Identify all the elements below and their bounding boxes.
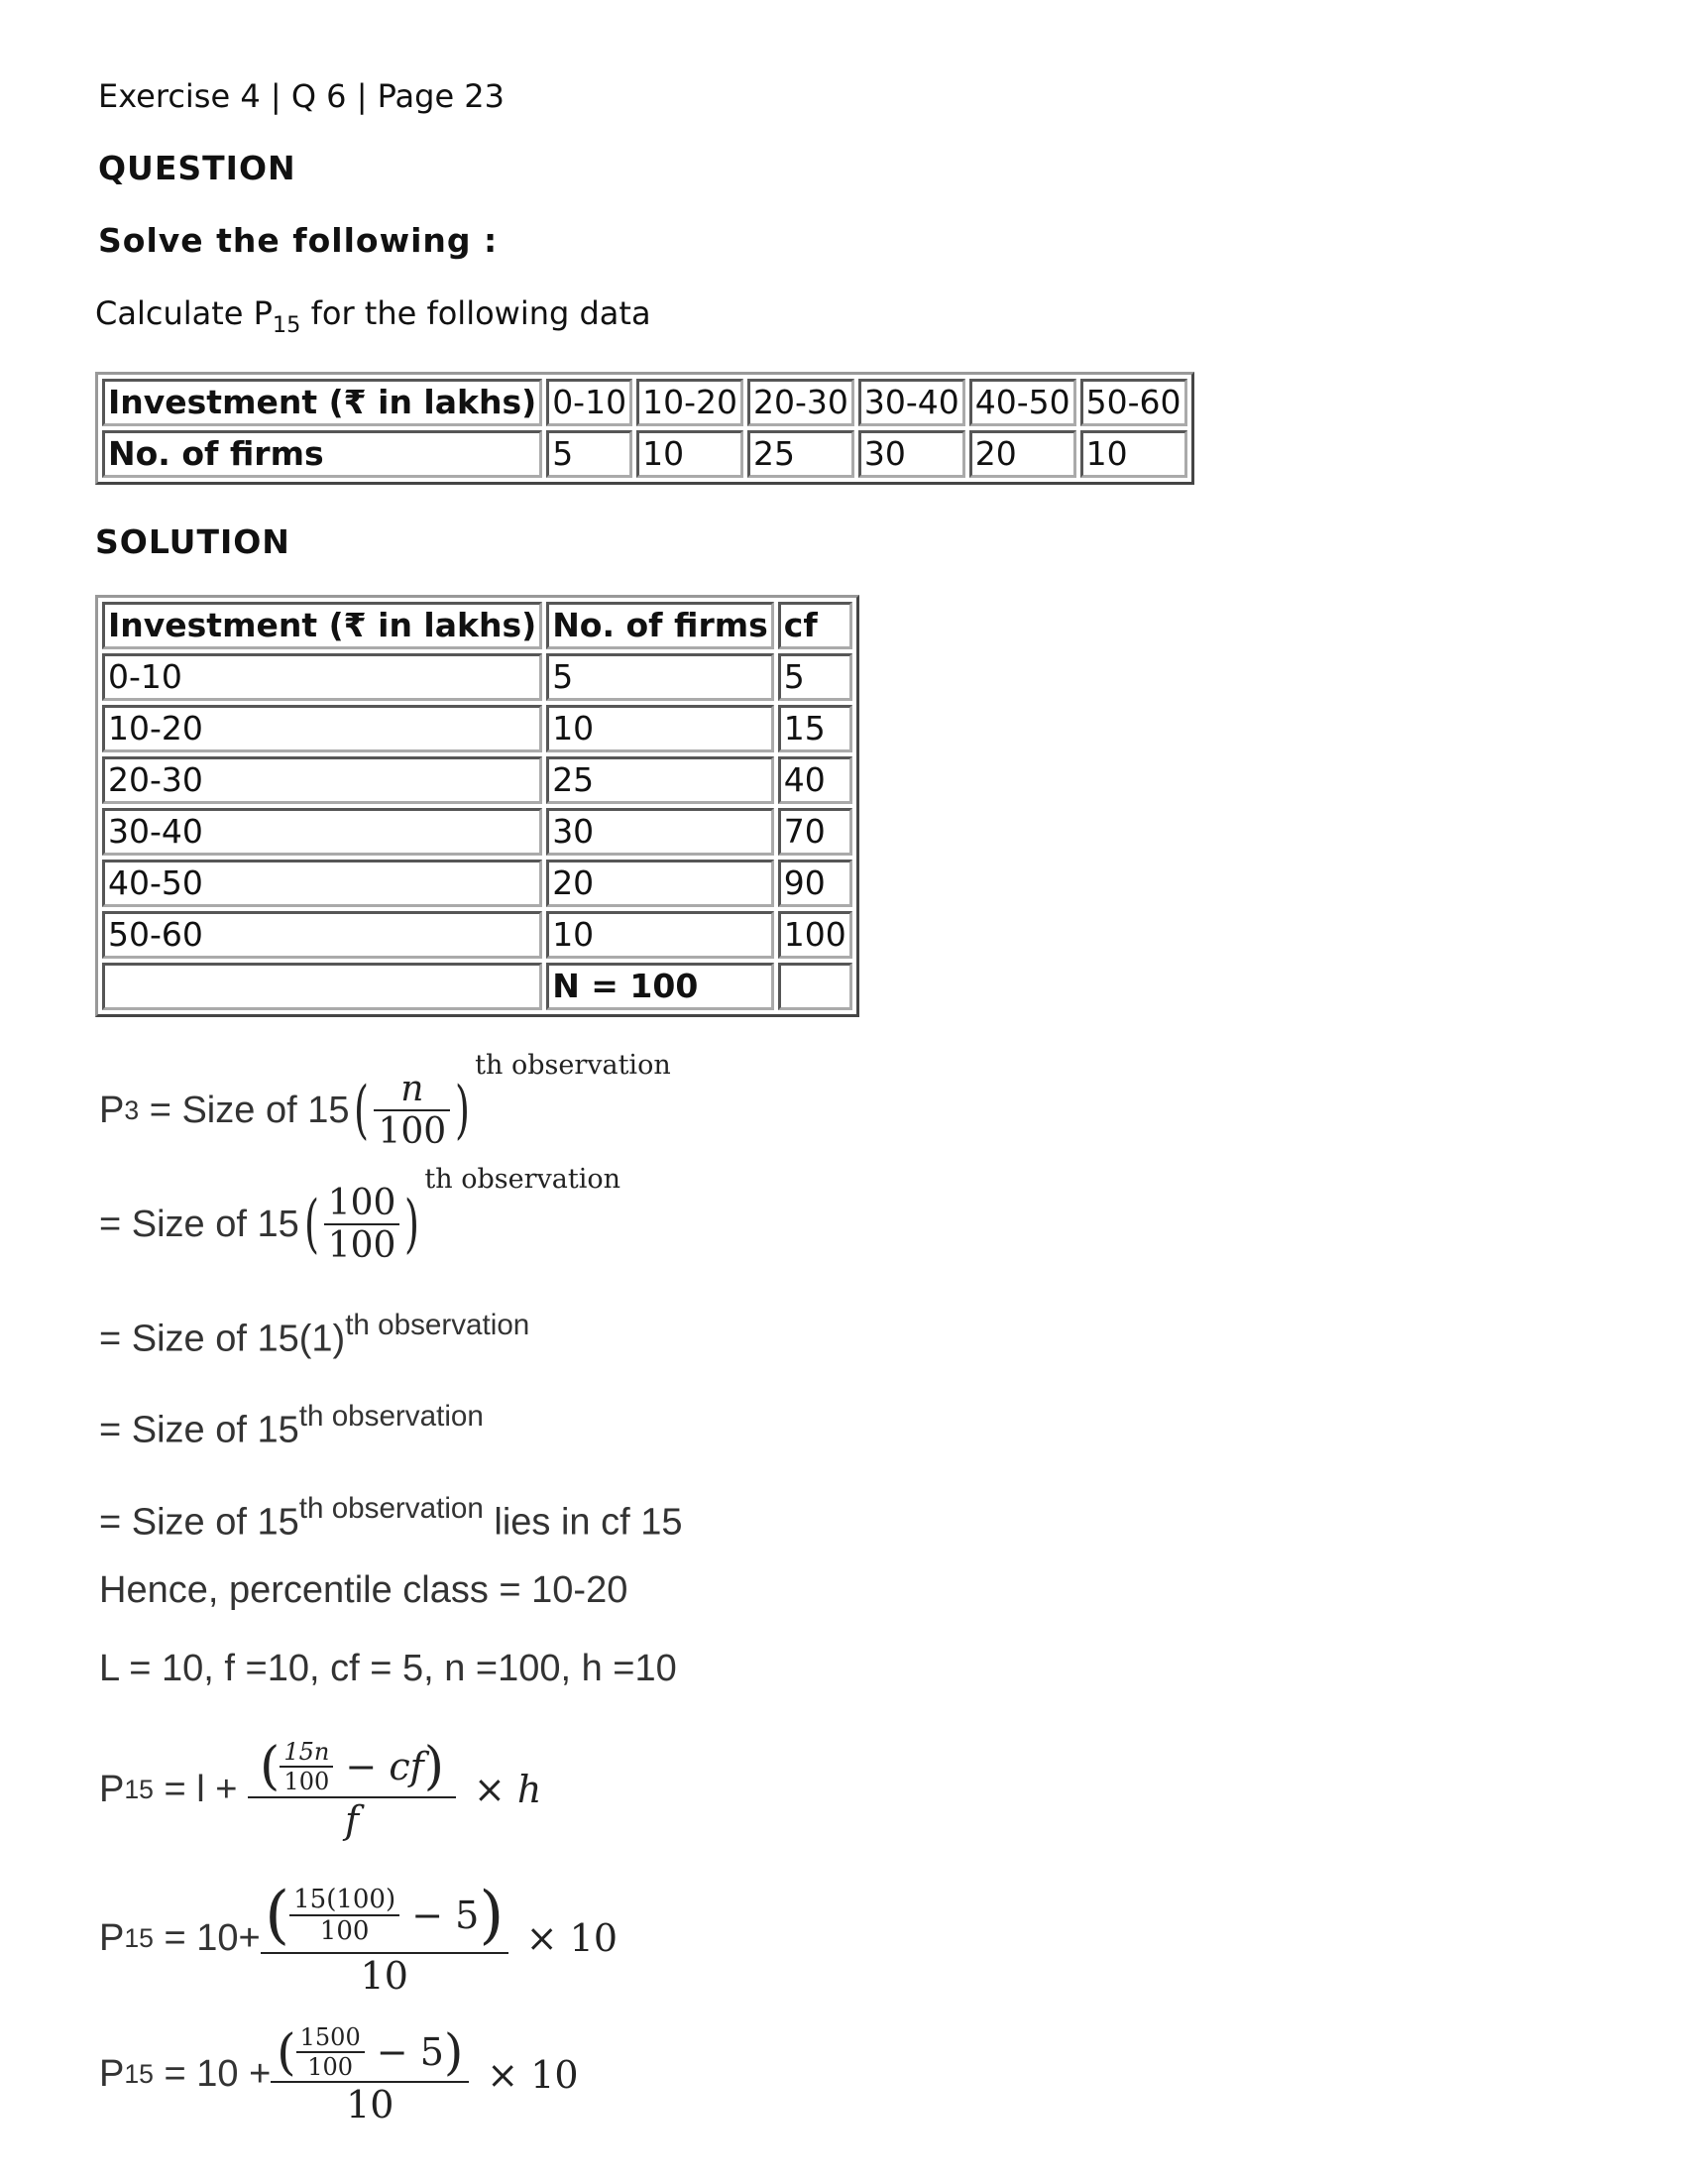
inner-numerator: 15(100) [293,1885,396,1914]
class-cell: 10-20 [102,705,542,752]
firms-cell: 5 [546,653,774,701]
cf-cell: 70 [778,808,852,856]
right-paren: ) [443,2022,464,2081]
step5-text: = Size of 15 [99,1501,299,1544]
class-cell: 20-30 [747,379,854,426]
inner-fraction [296,2023,365,2081]
cf-cell: 90 [778,860,852,907]
firms-cell: 10 [1080,430,1187,478]
class-cell: 40-50 [969,379,1076,426]
step-3 [99,1309,529,1360]
step2-superscript: th observation [424,1164,620,1195]
formula1-denominator: f [344,1798,360,1842]
empty-cell [102,963,542,1010]
class-cell: 20-30 [102,756,542,804]
step2-fraction [324,1183,400,1266]
formula2-fraction [261,1879,508,1998]
left-paren: ( [260,1737,281,1796]
cf-cell: 15 [778,705,852,752]
data-table [95,372,1194,485]
formula2-times: × 10 [525,1916,618,1960]
step-2 [99,1164,620,1279]
inner-numerator: 1500 [299,2022,361,2051]
row-label-firms: No. of firms [102,430,542,478]
step3-text: = Size of 15(1) [99,1318,346,1360]
cf-cell: 40 [778,756,852,804]
right-paren: ) [423,1737,444,1796]
cf-cell: 5 [778,653,852,701]
prompt-suffix: for the following data [300,294,651,332]
step-1 [99,1050,671,1165]
cf-cell: 100 [778,911,852,959]
step2-numerator: 100 [327,1183,396,1223]
firms-cell: 25 [546,756,774,804]
empty-cell [778,963,852,1010]
inner-fraction [280,1738,333,1795]
formula-1 [99,1725,541,1854]
step-4 [99,1400,484,1451]
formula1-numerator [256,1737,448,1796]
formula2-denominator: 10 [360,1954,408,1998]
class-cell: 50-60 [1080,379,1187,426]
table-row [102,379,1187,426]
class-cell: 30-40 [102,808,542,856]
firms-cell: 25 [747,430,854,478]
class-cell: 30-40 [858,379,965,426]
inner-denominator: 100 [319,1916,370,1946]
step1-fraction [374,1069,450,1152]
class-cell: 50-60 [102,911,542,959]
formula3-subscript: 15 [124,2059,154,2089]
step2-text: = Size of 15 [99,1203,299,1245]
left-paren: ( [303,1188,319,1261]
question-prompt [95,294,651,338]
step1-denominator: 100 [378,1111,447,1152]
step5-superscript: th observation [298,1492,484,1525]
inner-numerator: 15n [283,1738,330,1766]
formula2-lhs: P [99,1916,125,1959]
class-cell: 40-50 [102,860,542,907]
table-row [102,653,852,701]
table-row [102,963,852,1010]
table-row [102,911,852,959]
step-5 [99,1492,683,1544]
formula1-minus: − cf [333,1745,424,1788]
values-line: L = 10, f =10, cf = 5, n =100, h =10 [99,1648,677,1689]
step1-numerator: n [400,1069,424,1109]
exercise-reference: Exercise 4 | Q 6 | Page 23 [98,77,506,115]
step5-tail: lies in cf 15 [483,1501,683,1544]
step1-text: = Size of 15 [139,1089,350,1131]
formula3-minus: − 5 [364,2029,444,2074]
firms-cell: 30 [546,808,774,856]
inner-fraction [289,1885,399,1946]
table-row [102,602,852,649]
step4-superscript: th observation [298,1400,484,1433]
table-row [102,860,852,907]
prompt-prefix: Calculate P [95,294,273,332]
row-label-investment: Investment (₹ in lakhs) [102,379,542,426]
firms-cell: 10 [546,705,774,752]
right-paren: ) [455,1074,471,1147]
step1-subscript: 3 [124,1094,140,1125]
cumulative-frequency-table [95,595,859,1017]
header-investment: Investment (₹ in lakhs) [102,602,542,649]
left-paren: ( [354,1074,370,1147]
inner-denominator: 100 [307,2052,354,2081]
step4-text: = Size of 15 [99,1409,299,1451]
firms-cell: 20 [546,860,774,907]
formula2-mid: = 10+ [153,1916,261,1959]
formula-2 [99,1864,618,2012]
percentile-class-line: Hence, percentile class = 10-20 [99,1569,628,1611]
right-paren: ) [479,1879,505,1952]
table-row [102,808,852,856]
solution-heading: SOLUTION [95,522,290,561]
inner-denominator: 100 [283,1768,330,1795]
formula1-lhs: P [99,1768,125,1810]
formula2-numerator [261,1879,507,1952]
step2-denominator: 100 [327,1225,396,1266]
formula1-times: × h [474,1768,542,1811]
prompt-subscript: 15 [272,311,301,338]
class-cell: 0-10 [546,379,632,426]
left-paren: ( [277,2022,296,2081]
firms-cell: 30 [858,430,965,478]
firms-cell: 10 [636,430,743,478]
formula3-fraction [271,2023,469,2127]
table-row [102,705,852,752]
formula1-fraction [248,1737,456,1842]
solve-heading: Solve the following : [98,221,499,260]
firms-cell: 5 [546,430,632,478]
firms-cell: 10 [546,911,774,959]
class-cell: 10-20 [636,379,743,426]
question-heading: QUESTION [98,149,296,187]
formula3-times: × 10 [487,2052,579,2097]
firms-cell: 20 [969,430,1076,478]
formula3-numerator [273,2023,467,2081]
formula2-minus: − 5 [399,1894,480,1937]
total-cell: N = 100 [546,963,774,1010]
header-cf: cf [778,602,852,649]
formula3-lhs: P [99,2053,125,2095]
formula3-denominator: 10 [346,2082,394,2127]
formula-3 [99,2012,579,2136]
class-cell: 0-10 [102,653,542,701]
header-firms: No. of firms [546,602,774,649]
right-paren: ) [404,1188,420,1261]
table-row [102,756,852,804]
step1-superscript: th observation [475,1050,671,1081]
formula3-mid: = 10 + [153,2053,272,2095]
formula1-mid: = l + [153,1768,249,1810]
step1-lhs: P [99,1089,125,1131]
table-row [102,430,1187,478]
formula2-subscript: 15 [124,1922,154,1953]
left-paren: ( [265,1879,290,1952]
formula1-subscript: 15 [124,1774,154,1804]
step3-superscript: th observation [345,1309,530,1341]
